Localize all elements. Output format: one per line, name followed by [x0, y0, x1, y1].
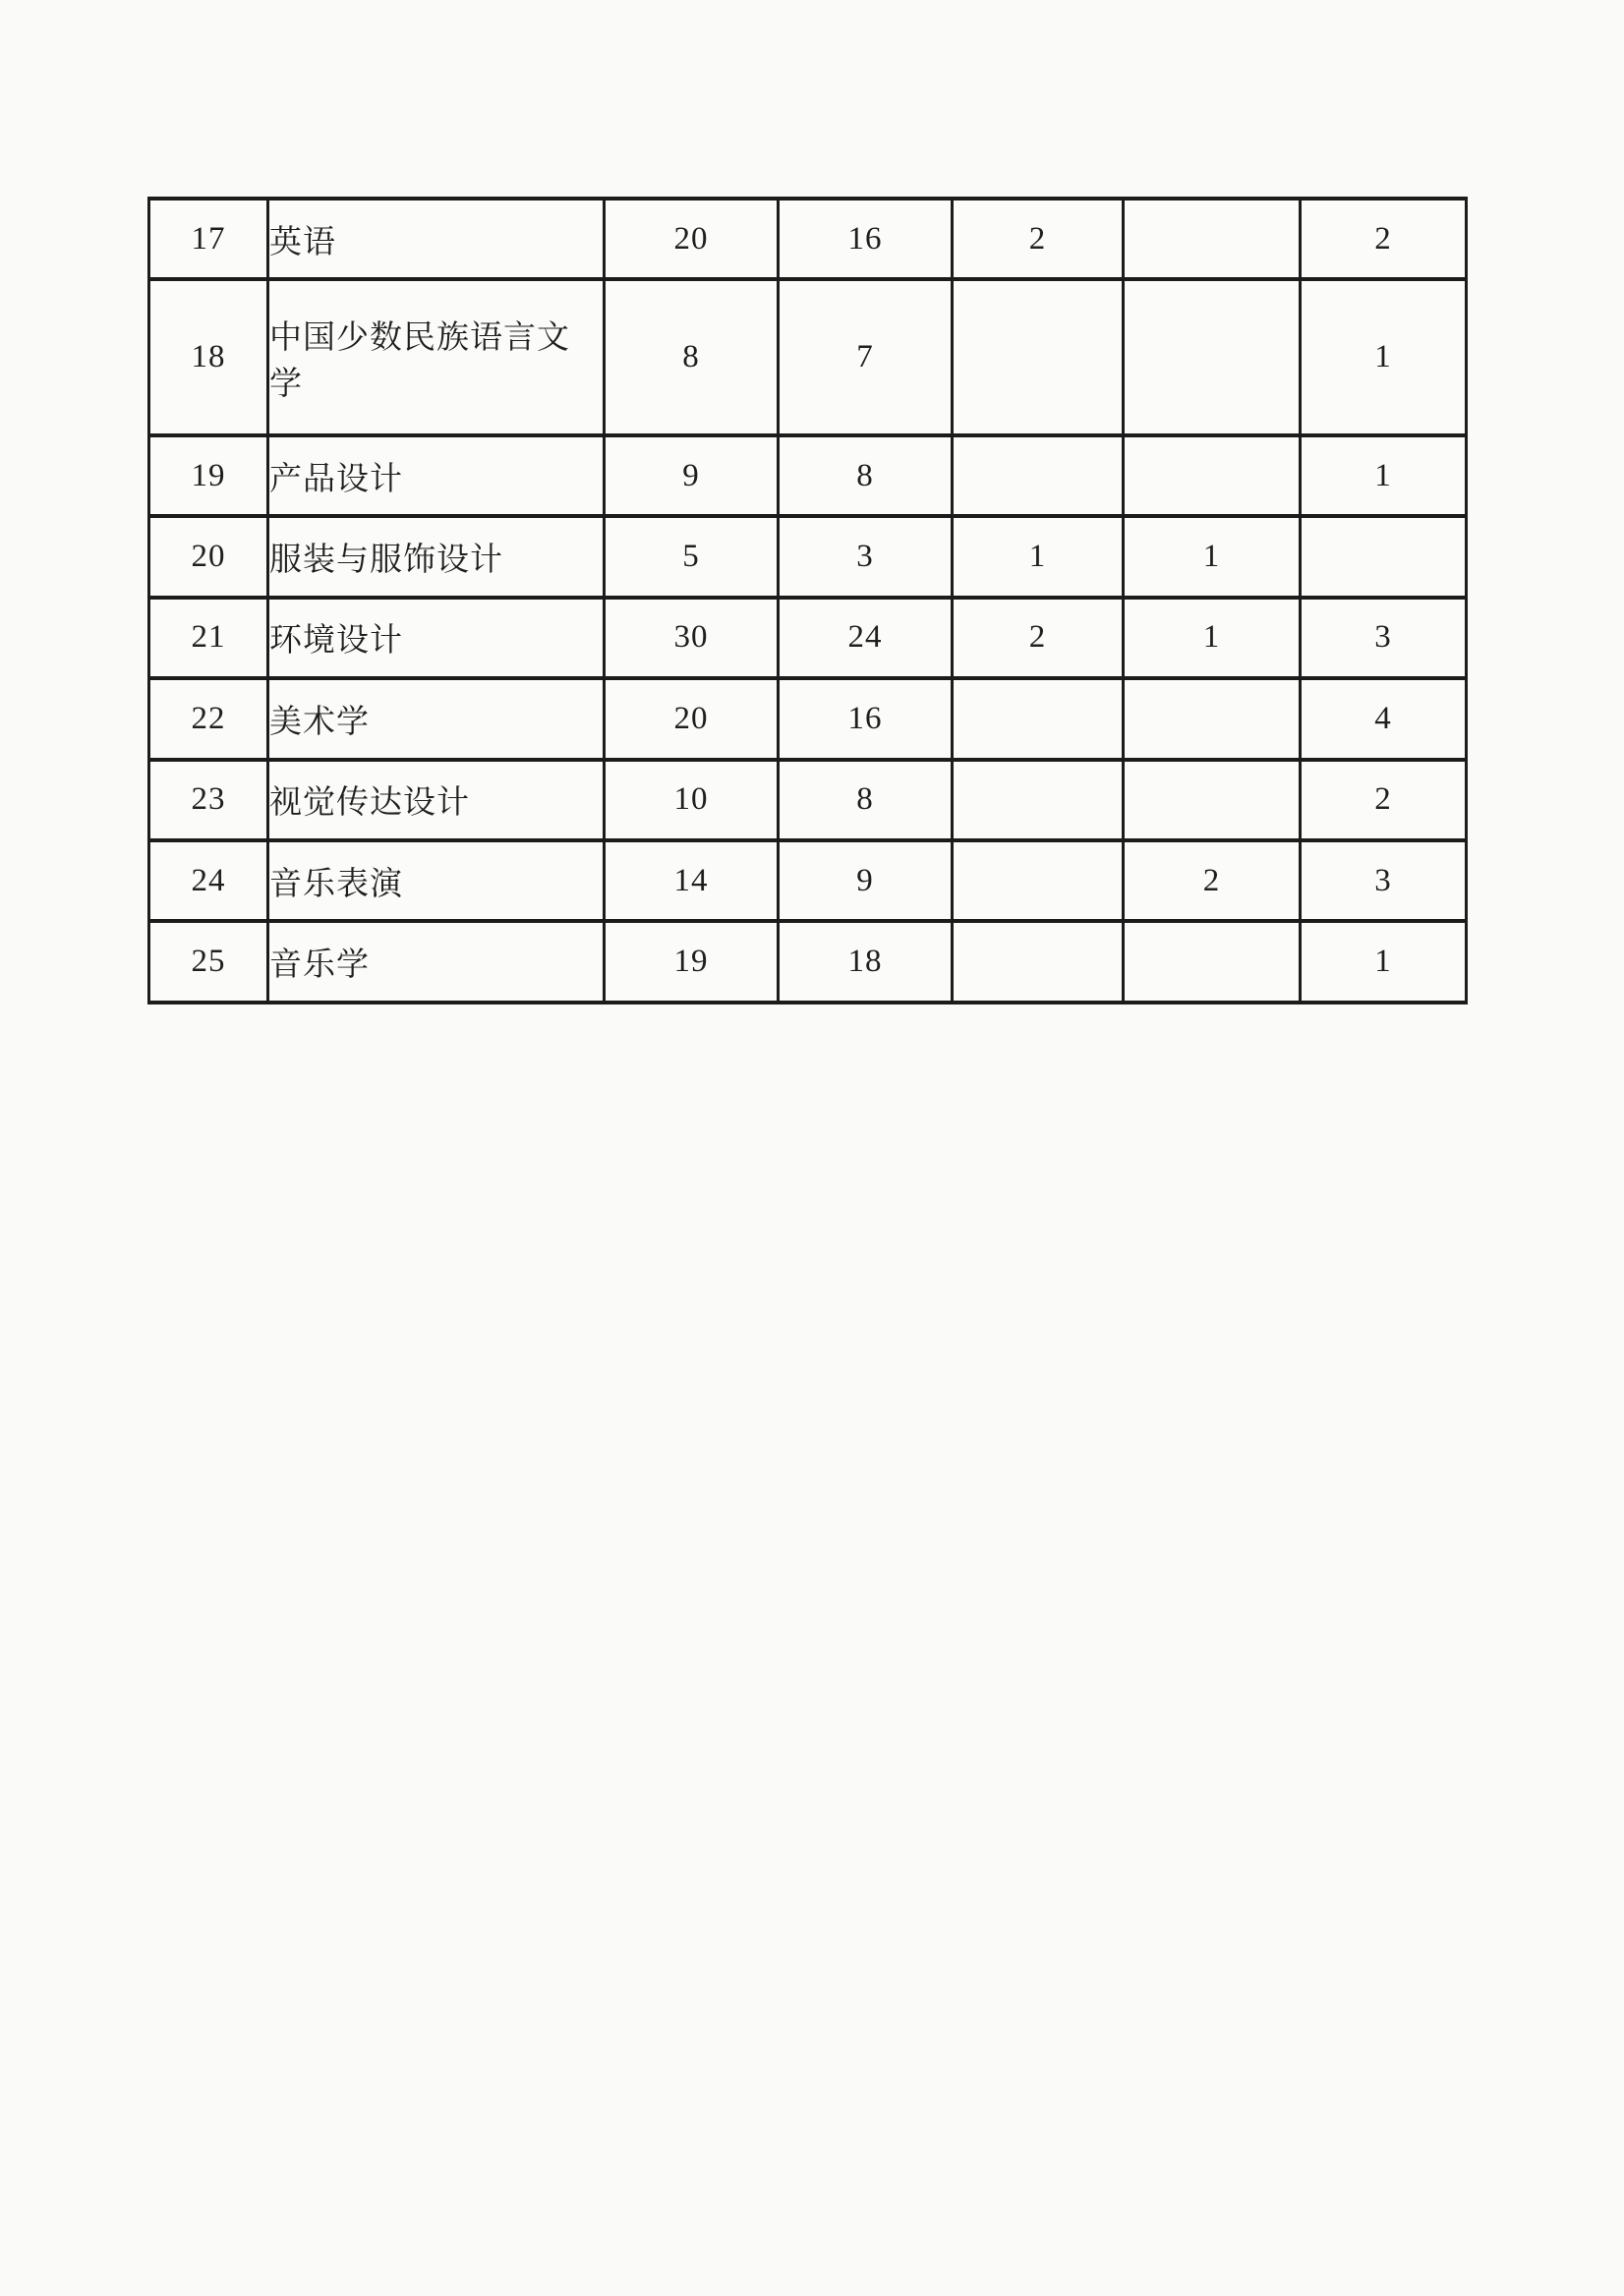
table-row	[149, 516, 1467, 597]
value-cell: 4	[1301, 678, 1467, 759]
value-cell: 2	[1124, 840, 1301, 921]
value-cell	[953, 921, 1124, 1003]
major-name-cell: 服装与服饰设计	[268, 516, 605, 597]
major-name-cell: 音乐表演	[268, 840, 605, 921]
table-row	[149, 199, 1467, 279]
value-cell	[1124, 760, 1301, 840]
table-row	[149, 598, 1467, 678]
table-row	[149, 678, 1467, 759]
value-cell	[953, 678, 1124, 759]
value-cell: 2	[1301, 199, 1467, 279]
value-cell	[1124, 279, 1301, 434]
value-cell: 16	[779, 199, 953, 279]
major-name-cell: 音乐学	[268, 921, 605, 1003]
table-row	[149, 921, 1467, 1003]
value-cell: 16	[779, 678, 953, 759]
value-cell: 1	[1301, 435, 1467, 516]
major-name-cell: 视觉传达设计	[268, 760, 605, 840]
value-cell: 8	[779, 760, 953, 840]
value-cell: 20	[605, 678, 779, 759]
major-name-cell: 美术学	[268, 678, 605, 759]
value-cell: 5	[605, 516, 779, 597]
value-cell: 3	[1301, 598, 1467, 678]
value-cell: 30	[605, 598, 779, 678]
value-cell	[1301, 516, 1467, 597]
value-cell: 9	[605, 435, 779, 516]
major-name-cell: 环境设计	[268, 598, 605, 678]
row-number-cell: 22	[149, 678, 268, 759]
row-number-cell: 23	[149, 760, 268, 840]
value-cell	[1124, 678, 1301, 759]
value-cell: 8	[779, 435, 953, 516]
value-cell	[1124, 435, 1301, 516]
value-cell	[1124, 199, 1301, 279]
value-cell	[953, 279, 1124, 434]
row-number-cell: 25	[149, 921, 268, 1003]
table-row	[149, 760, 1467, 840]
table-row	[149, 435, 1467, 516]
value-cell: 3	[1301, 840, 1467, 921]
row-number-cell: 19	[149, 435, 268, 516]
row-number-cell: 21	[149, 598, 268, 678]
value-cell: 3	[779, 516, 953, 597]
major-name-cell: 产品设计	[268, 435, 605, 516]
table-row	[149, 279, 1467, 434]
major-name-cell: 中国少数民族语言文学	[268, 279, 605, 434]
value-cell: 2	[953, 598, 1124, 678]
value-cell: 20	[605, 199, 779, 279]
value-cell: 7	[779, 279, 953, 434]
value-cell: 18	[779, 921, 953, 1003]
value-cell: 9	[779, 840, 953, 921]
row-number-cell: 20	[149, 516, 268, 597]
value-cell: 10	[605, 760, 779, 840]
value-cell: 1	[1124, 516, 1301, 597]
major-name-cell: 英语	[268, 199, 605, 279]
value-cell: 1	[1301, 921, 1467, 1003]
value-cell	[1124, 921, 1301, 1003]
value-cell: 2	[953, 199, 1124, 279]
value-cell: 19	[605, 921, 779, 1003]
value-cell: 2	[1301, 760, 1467, 840]
admissions-table	[147, 197, 1468, 1004]
value-cell	[953, 435, 1124, 516]
value-cell: 1	[953, 516, 1124, 597]
table-row	[149, 840, 1467, 921]
row-number-cell: 18	[149, 279, 268, 434]
value-cell: 1	[1301, 279, 1467, 434]
value-cell: 8	[605, 279, 779, 434]
row-number-cell: 24	[149, 840, 268, 921]
value-cell	[953, 840, 1124, 921]
value-cell	[953, 760, 1124, 840]
value-cell: 1	[1124, 598, 1301, 678]
row-number-cell: 17	[149, 199, 268, 279]
value-cell: 24	[779, 598, 953, 678]
value-cell: 14	[605, 840, 779, 921]
